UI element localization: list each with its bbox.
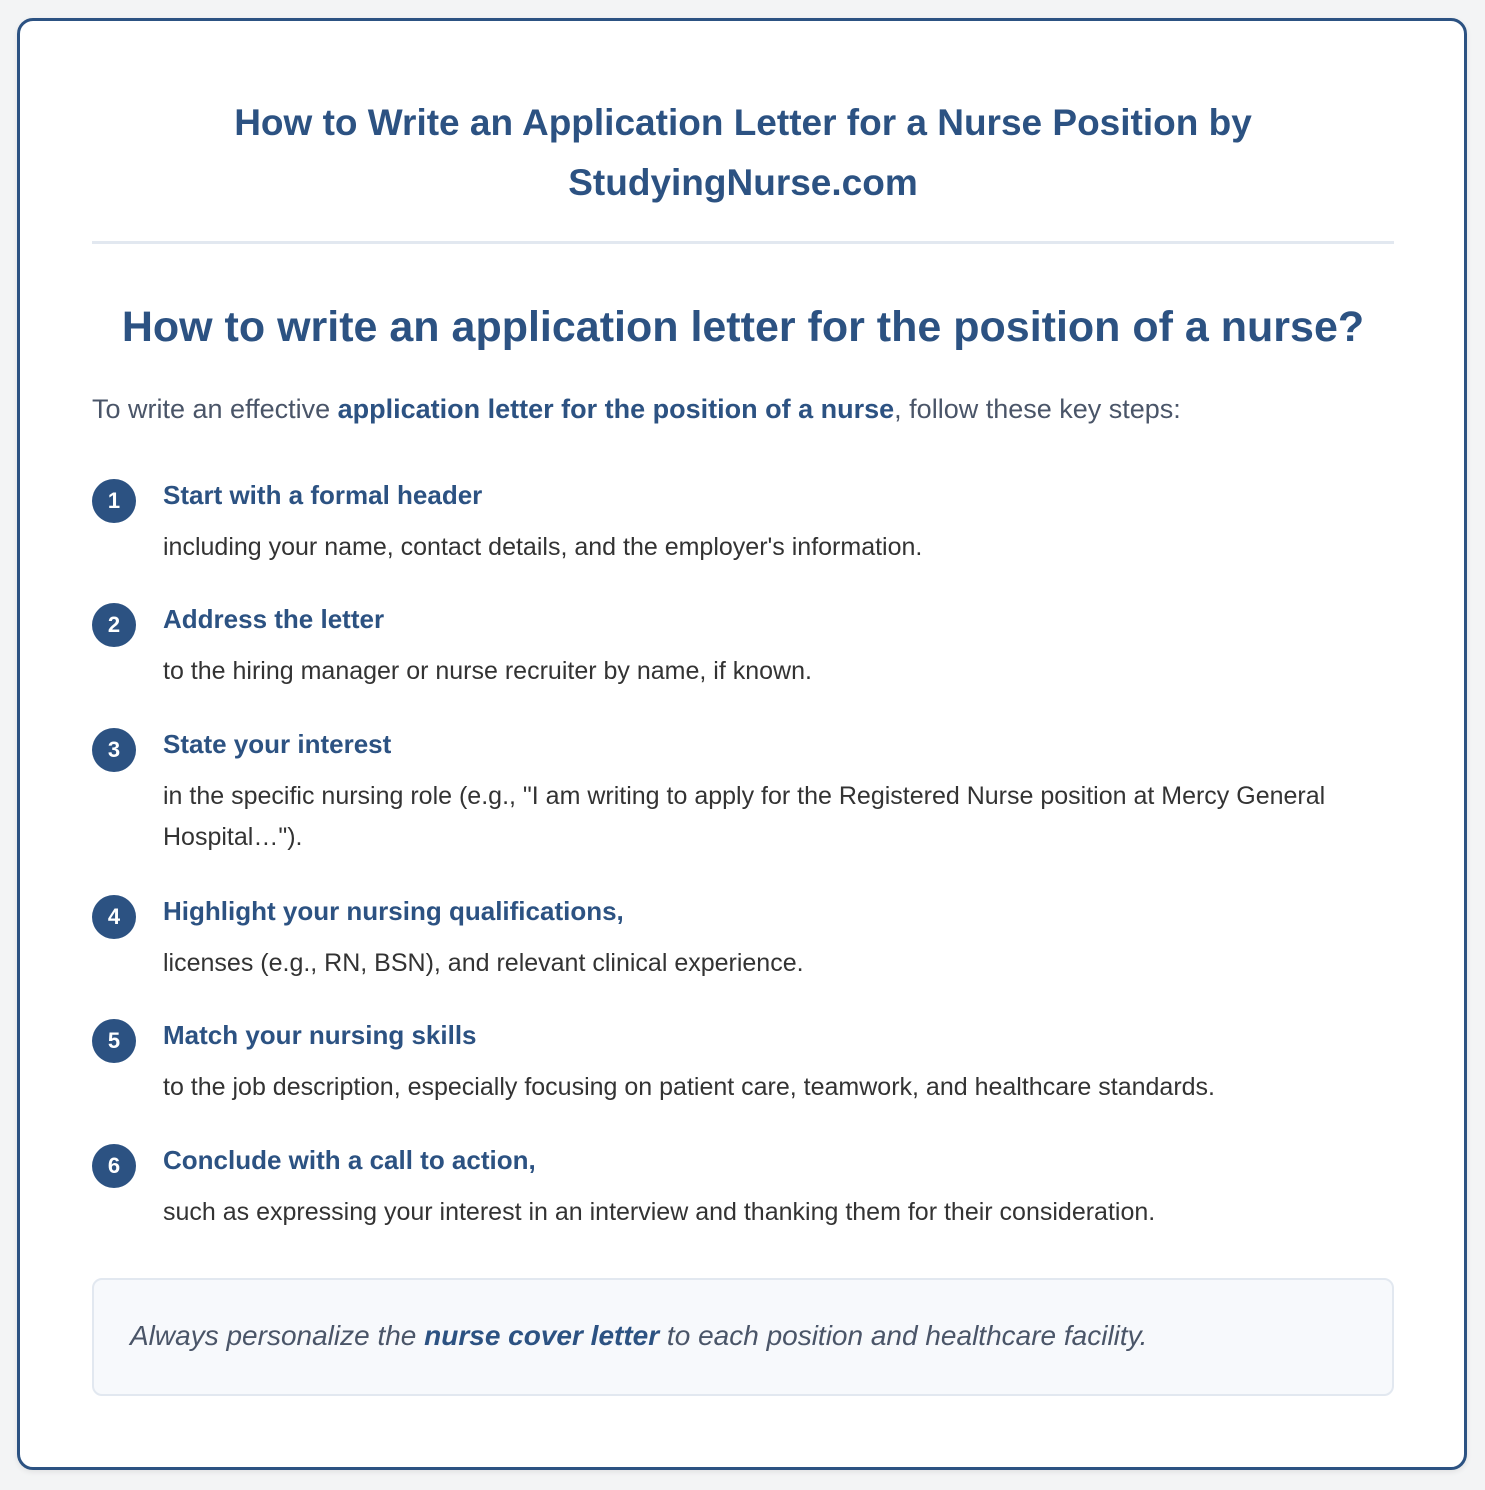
step-description: including your name, contact details, and the employer's information.: [163, 533, 923, 561]
step-description: such as expressing your interest in an interview and thanking them for their consideration.: [163, 1198, 1156, 1226]
step-title: Conclude with a call to action,: [163, 1145, 536, 1175]
step-number-badge: 2: [92, 603, 136, 647]
step-title: Match your nursing skills: [163, 1020, 477, 1050]
intro-highlight: application letter for the position of a nurse: [337, 394, 895, 424]
step-title: Address the letter: [163, 604, 385, 634]
tip-highlight: nurse cover letter: [424, 1320, 660, 1351]
step-description: licenses (e.g., RN, BSN), and relevant clinical experience.: [163, 949, 804, 977]
article-card: [17, 18, 1467, 1470]
title-divider: [92, 241, 1394, 244]
step-description: to the job description, especially focusing on patient care, teamwork, and healthcare standards.: [163, 1073, 1216, 1101]
intro-text-before: To write an effective: [92, 394, 338, 424]
tip-text: [130, 1316, 1147, 1356]
step-number-badge: 6: [92, 1144, 136, 1188]
intro-paragraph: [92, 389, 1394, 429]
intro-text-after: , follow these key steps:: [894, 394, 1181, 424]
section-heading: How to write an application letter for the position of a nurse?: [121, 303, 1365, 351]
step-description: to the hiring manager or nurse recruiter by name, if known.: [163, 657, 812, 685]
step-description: in the specific nursing role (e.g., "I am writing to apply for the Registered Nurse position at Mercy General Hospital…").: [163, 782, 1326, 851]
tip-text-after: to each position and healthcare facility.: [659, 1320, 1148, 1351]
page-title-line-2: StudyingNurse.com: [568, 162, 918, 203]
page-title-line-1: How to Write an Application Letter for a Nurse Position by: [234, 102, 1252, 143]
step-number-badge: 3: [92, 728, 136, 772]
step-number-badge: 5: [92, 1019, 136, 1063]
step-title: State your interest: [163, 729, 392, 759]
tip-callout: [92, 1278, 1394, 1396]
step-title: Start with a formal header: [163, 480, 483, 510]
tip-text-before: Always personalize the: [130, 1320, 425, 1351]
step-number-badge: 4: [92, 895, 136, 939]
step-number-badge: 1: [92, 479, 136, 523]
page-title: [92, 93, 1394, 213]
step-title: Highlight your nursing qualifications,: [163, 896, 624, 926]
